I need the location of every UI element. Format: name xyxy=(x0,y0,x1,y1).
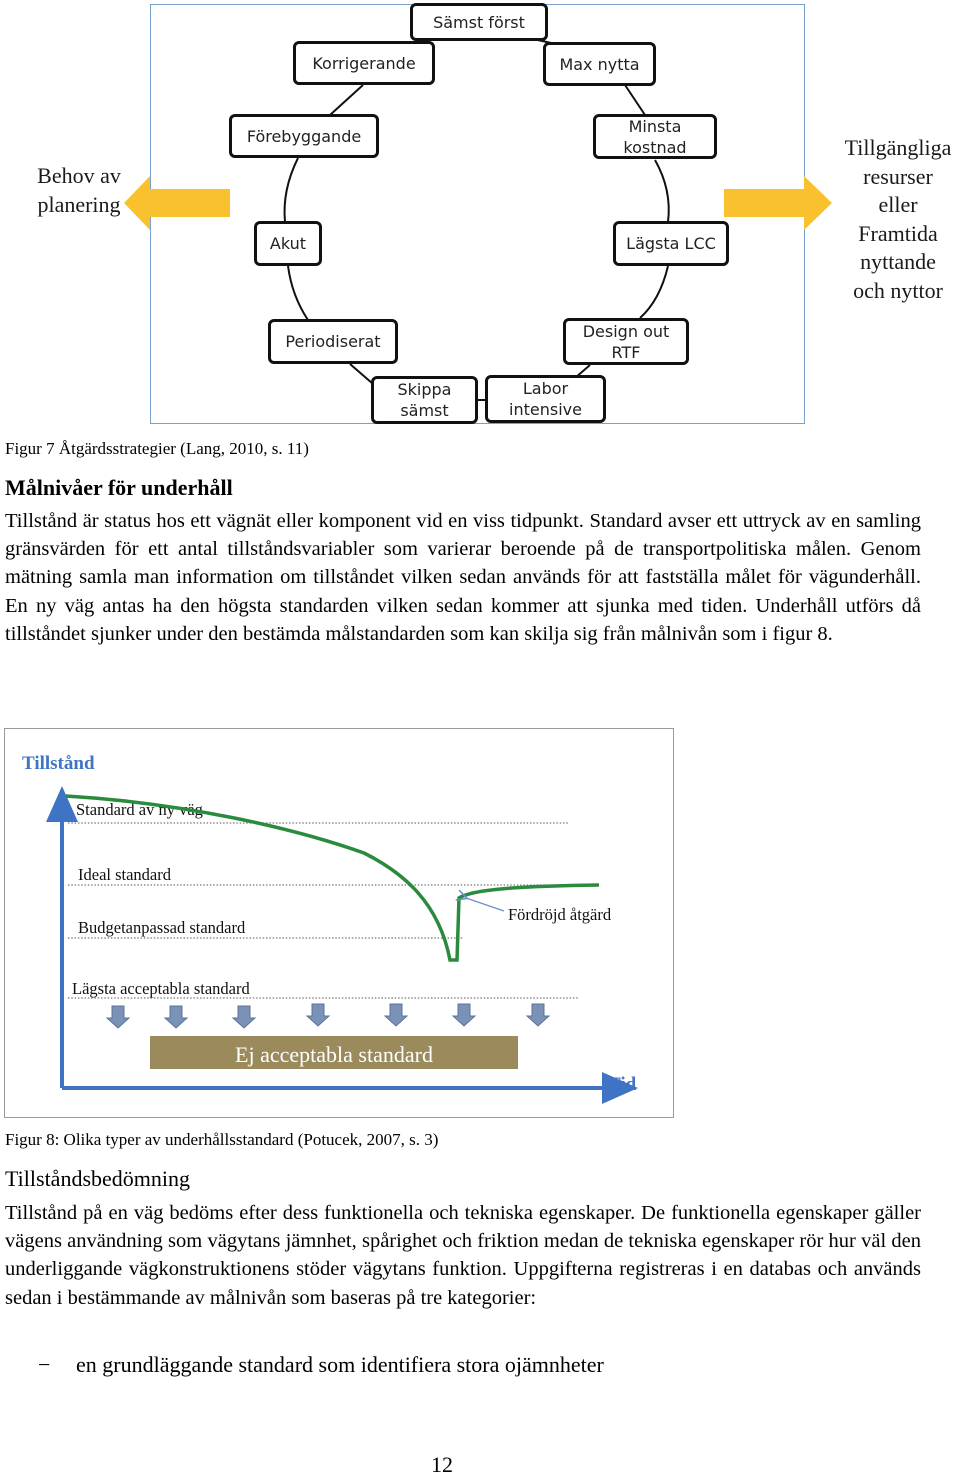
cycle-connector xyxy=(288,266,308,320)
node-forebyggande: Förebyggande xyxy=(229,114,379,158)
down-arrow xyxy=(453,1004,475,1026)
node-design-out: Design out RTF xyxy=(563,318,689,365)
page-number: 12 xyxy=(431,1452,453,1477)
figure8-diagram xyxy=(4,728,674,1118)
level-lowest: Lägsta acceptabla standard xyxy=(72,979,250,998)
cycle-connector xyxy=(625,85,645,115)
cycle-connector xyxy=(655,160,669,222)
annotation-arrow xyxy=(466,898,504,911)
section-heading-malnivaer: Målnivåer för underhåll xyxy=(5,475,233,500)
down-arrow xyxy=(527,1004,549,1026)
node-samst-forst: Sämst först xyxy=(410,3,548,41)
unacceptable-label: Ej acceptabla standard xyxy=(235,1042,433,1067)
section-heading-tillstandsbedomning: Tillståndsbedömning xyxy=(5,1166,190,1191)
down-arrow xyxy=(385,1004,407,1026)
node-korrigerande: Korrigerande xyxy=(293,41,435,85)
left-label: Behov av planering xyxy=(37,163,121,217)
level-ideal: Ideal standard xyxy=(78,865,171,884)
bullet-item: en grundläggande standard som identifiera stora ojämnheter xyxy=(76,1352,604,1377)
level-budget: Budgetanpassad standard xyxy=(78,918,246,937)
section2-paragraph: Tillstånd på en väg bedöms efter dess funktionella och tekniska egenskaper. De funktionella egenskaper gäller vägens användning som vägytans jämnhet, spårighet och friktion medan de tekniska egenskaper rör hur väl den underliggande vägkonstruktionens stöder vägytans funktion. Uppgifterna registreras i en databas och används sedan i bestämmande av målnivån som baseras på tre kategorier: xyxy=(5,1202,921,1309)
node-akut: Akut xyxy=(254,221,322,266)
section1-paragraph: Tillstånd är status hos ett vägnät eller komponent vid en viss tidpunkt. Standard avser ett uttryck av en samling gränsvärden för ett antal tillståndsvariabler som varierar beroende på de transportpolitiska målen. Genom mätning samla man information om tillståndet vilken sedan används för att fastställa målet för vägunderhåll. En ny väg antas ha den högsta standarden vilken sedan kommer att sjunka med tiden. Underhåll utförs då tillståndet sjunker under den bestämda målstandarden som kan skilja sig från målnivån som i figur 8. xyxy=(5,510,921,645)
cycle-connector xyxy=(330,85,363,115)
x-axis-label: Tid xyxy=(608,1074,637,1095)
down-arrow xyxy=(107,1006,129,1028)
figure7-diagram xyxy=(0,0,960,440)
y-axis-label: Tillstånd xyxy=(22,753,95,774)
node-max-nytta: Max nytta xyxy=(543,42,656,86)
node-skippa-samst: Skippa sämst xyxy=(371,376,478,424)
annotation-delayed: Fördröjd åtgärd xyxy=(508,905,612,924)
cycle-connector xyxy=(640,266,668,318)
down-arrow xyxy=(165,1006,187,1028)
node-labor-intensive: Labor intensive xyxy=(485,375,606,423)
level-new-road: Standard av ny väg xyxy=(76,800,203,819)
figure7-caption: Figur 7 Åtgärdsstrategier (Lang, 2010, s. 11) xyxy=(5,439,309,458)
bullet-marker: − xyxy=(38,1352,51,1377)
cycle-connector xyxy=(285,158,298,222)
node-minsta-kostnad: Minsta kostnad xyxy=(593,114,717,159)
right-label: Tillgängliga resurser eller Framtida nyttande och nyttor xyxy=(844,135,952,303)
figure8-caption: Figur 8: Olika typer av underhållsstandard (Potucek, 2007, s. 3) xyxy=(5,1130,439,1149)
node-periodiserat: Periodiserat xyxy=(268,319,398,364)
down-arrow xyxy=(307,1004,329,1026)
down-arrow xyxy=(233,1006,255,1028)
right-arrow-shape xyxy=(724,176,832,230)
node-lagsta-lcc: Lägsta LCC xyxy=(613,221,729,266)
